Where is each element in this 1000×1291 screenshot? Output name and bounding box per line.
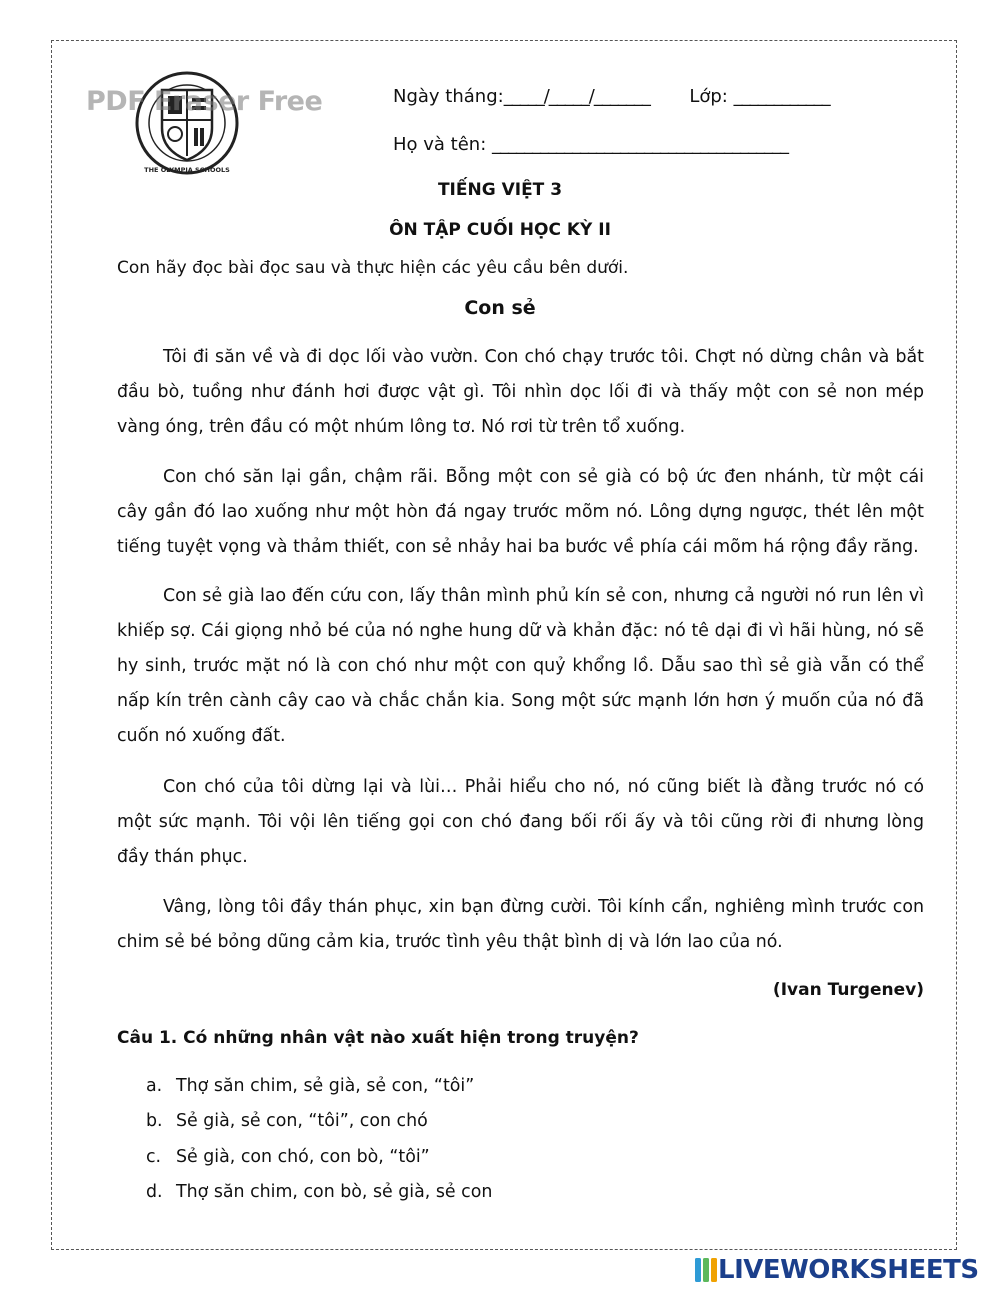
option-text: Thợ săn chim, sẻ già, sẻ con, “tôi” [176, 1076, 475, 1096]
name-line [393, 134, 788, 155]
pdf-eraser-watermark: PDF Eraser Free [86, 86, 323, 117]
option-d[interactable] [146, 1182, 492, 1202]
story-paragraph-4: Con chó của tôi dừng lại và lùi… Phải hiểu cho nó, nó cũng biết là đằng trước nó có một sức mạnh. Tôi vội lên tiếng gọi con chó đang bối rối ấy và tôi cũng rời đi nhưng lòng đầy thán phục. [117, 777, 924, 867]
instruction-text: Con hãy đọc bài đọc sau và thực hiện các yêu cầu bên dưới. [117, 258, 629, 278]
option-text: Sẻ già, con chó, con bò, “tôi” [176, 1147, 430, 1167]
story-paragraph-5: Vâng, lòng tôi đầy thán phục, xin bạn đừng cười. Tôi kính cẩn, nghiêng mình trước con chim sẻ bé bỏng dũng cảm kia, trước tình yêu thật bình dị và lớn lao của nó. [117, 897, 924, 952]
option-letter: c. [146, 1147, 162, 1167]
option-letter: a. [146, 1076, 163, 1096]
option-a[interactable] [146, 1076, 474, 1096]
subject-title: TIẾNG VIỆT 3 [437, 180, 563, 200]
story-title: Con sẻ [464, 297, 536, 319]
school-logo [132, 68, 242, 178]
story-paragraph-3: Con sẻ già lao đến cứu con, lấy thân mình phủ kín sẻ con, nhưng cả người nó run lên vì khiếp sợ. Cái giọng nhỏ bé của nó nghe hung dữ và khản đặc: nó tê dại đi vì hãi hùng, nó sẽ hy sinh, trước mặt nó là con chó như một con quỷ khổng lồ. Dẫu sao thì sẻ già vẫn có thể nấp kín trên cành cây cao và chắc chắn kia. Song một sức mạnh lớn hơn ý muốn của nó đã cuốn nó xuống đất. [117, 586, 924, 746]
option-text: Sẻ già, sẻ con, “tôi”, con chó [176, 1111, 428, 1131]
option-letter: b. [146, 1111, 163, 1131]
story-author: (Ivan Turgenev) [772, 980, 924, 1000]
date-class-line [393, 86, 830, 107]
liveworksheets-brand[interactable] [694, 1255, 979, 1285]
date-blank[interactable]: _____/_____/_______ [503, 86, 650, 107]
option-text: Thợ săn chim, con bò, sẻ già, sẻ con [176, 1182, 493, 1202]
liveworksheets-wordmark: LIVEWORKSHEETS [718, 1255, 979, 1285]
name-blank[interactable]: _____________________________________ [492, 134, 789, 155]
story-paragraph-1: Tôi đi săn về và đi dọc lối vào vườn. Con chó chạy trước tôi. Chợt nó dừng chân và bắt đầu bò, tuồng như đánh hơi được vật gì. Tôi nhìn dọc lối đi và thấy một con sẻ non mép vàng óng, trên đầu có một nhúm lông tơ. Nó rơi từ trên tổ xuống. [117, 347, 924, 437]
liveworksheets-logo-icon [694, 1257, 718, 1283]
class-label: Lớp: [689, 86, 728, 107]
class-blank[interactable]: ____________ [733, 86, 830, 107]
question-1: Câu 1. Có những nhân vật nào xuất hiện trong truyện? [117, 1028, 639, 1048]
review-title: ÔN TẬP CUỐI HỌC KỲ II [389, 220, 611, 240]
option-b[interactable] [146, 1111, 428, 1131]
option-c[interactable] [146, 1147, 430, 1167]
story-paragraph-2: Con chó săn lại gần, chậm rãi. Bỗng một con sẻ già có bộ ức đen nhánh, từ một cái cây gần đó lao xuống như một hòn đá ngay trước mõm nó. Lông dựng ngược, thét lên một tiếng tuyệt vọng và thảm thiết, con sẻ nhảy hai ba bước về phía cái mõm há rộng đầy răng. [117, 467, 924, 557]
date-label: Ngày tháng: [393, 86, 504, 107]
logo-text: THE OLYMPIA SCHOOLS [144, 166, 230, 174]
name-label: Họ và tên: [393, 134, 487, 155]
option-letter: d. [146, 1182, 163, 1202]
